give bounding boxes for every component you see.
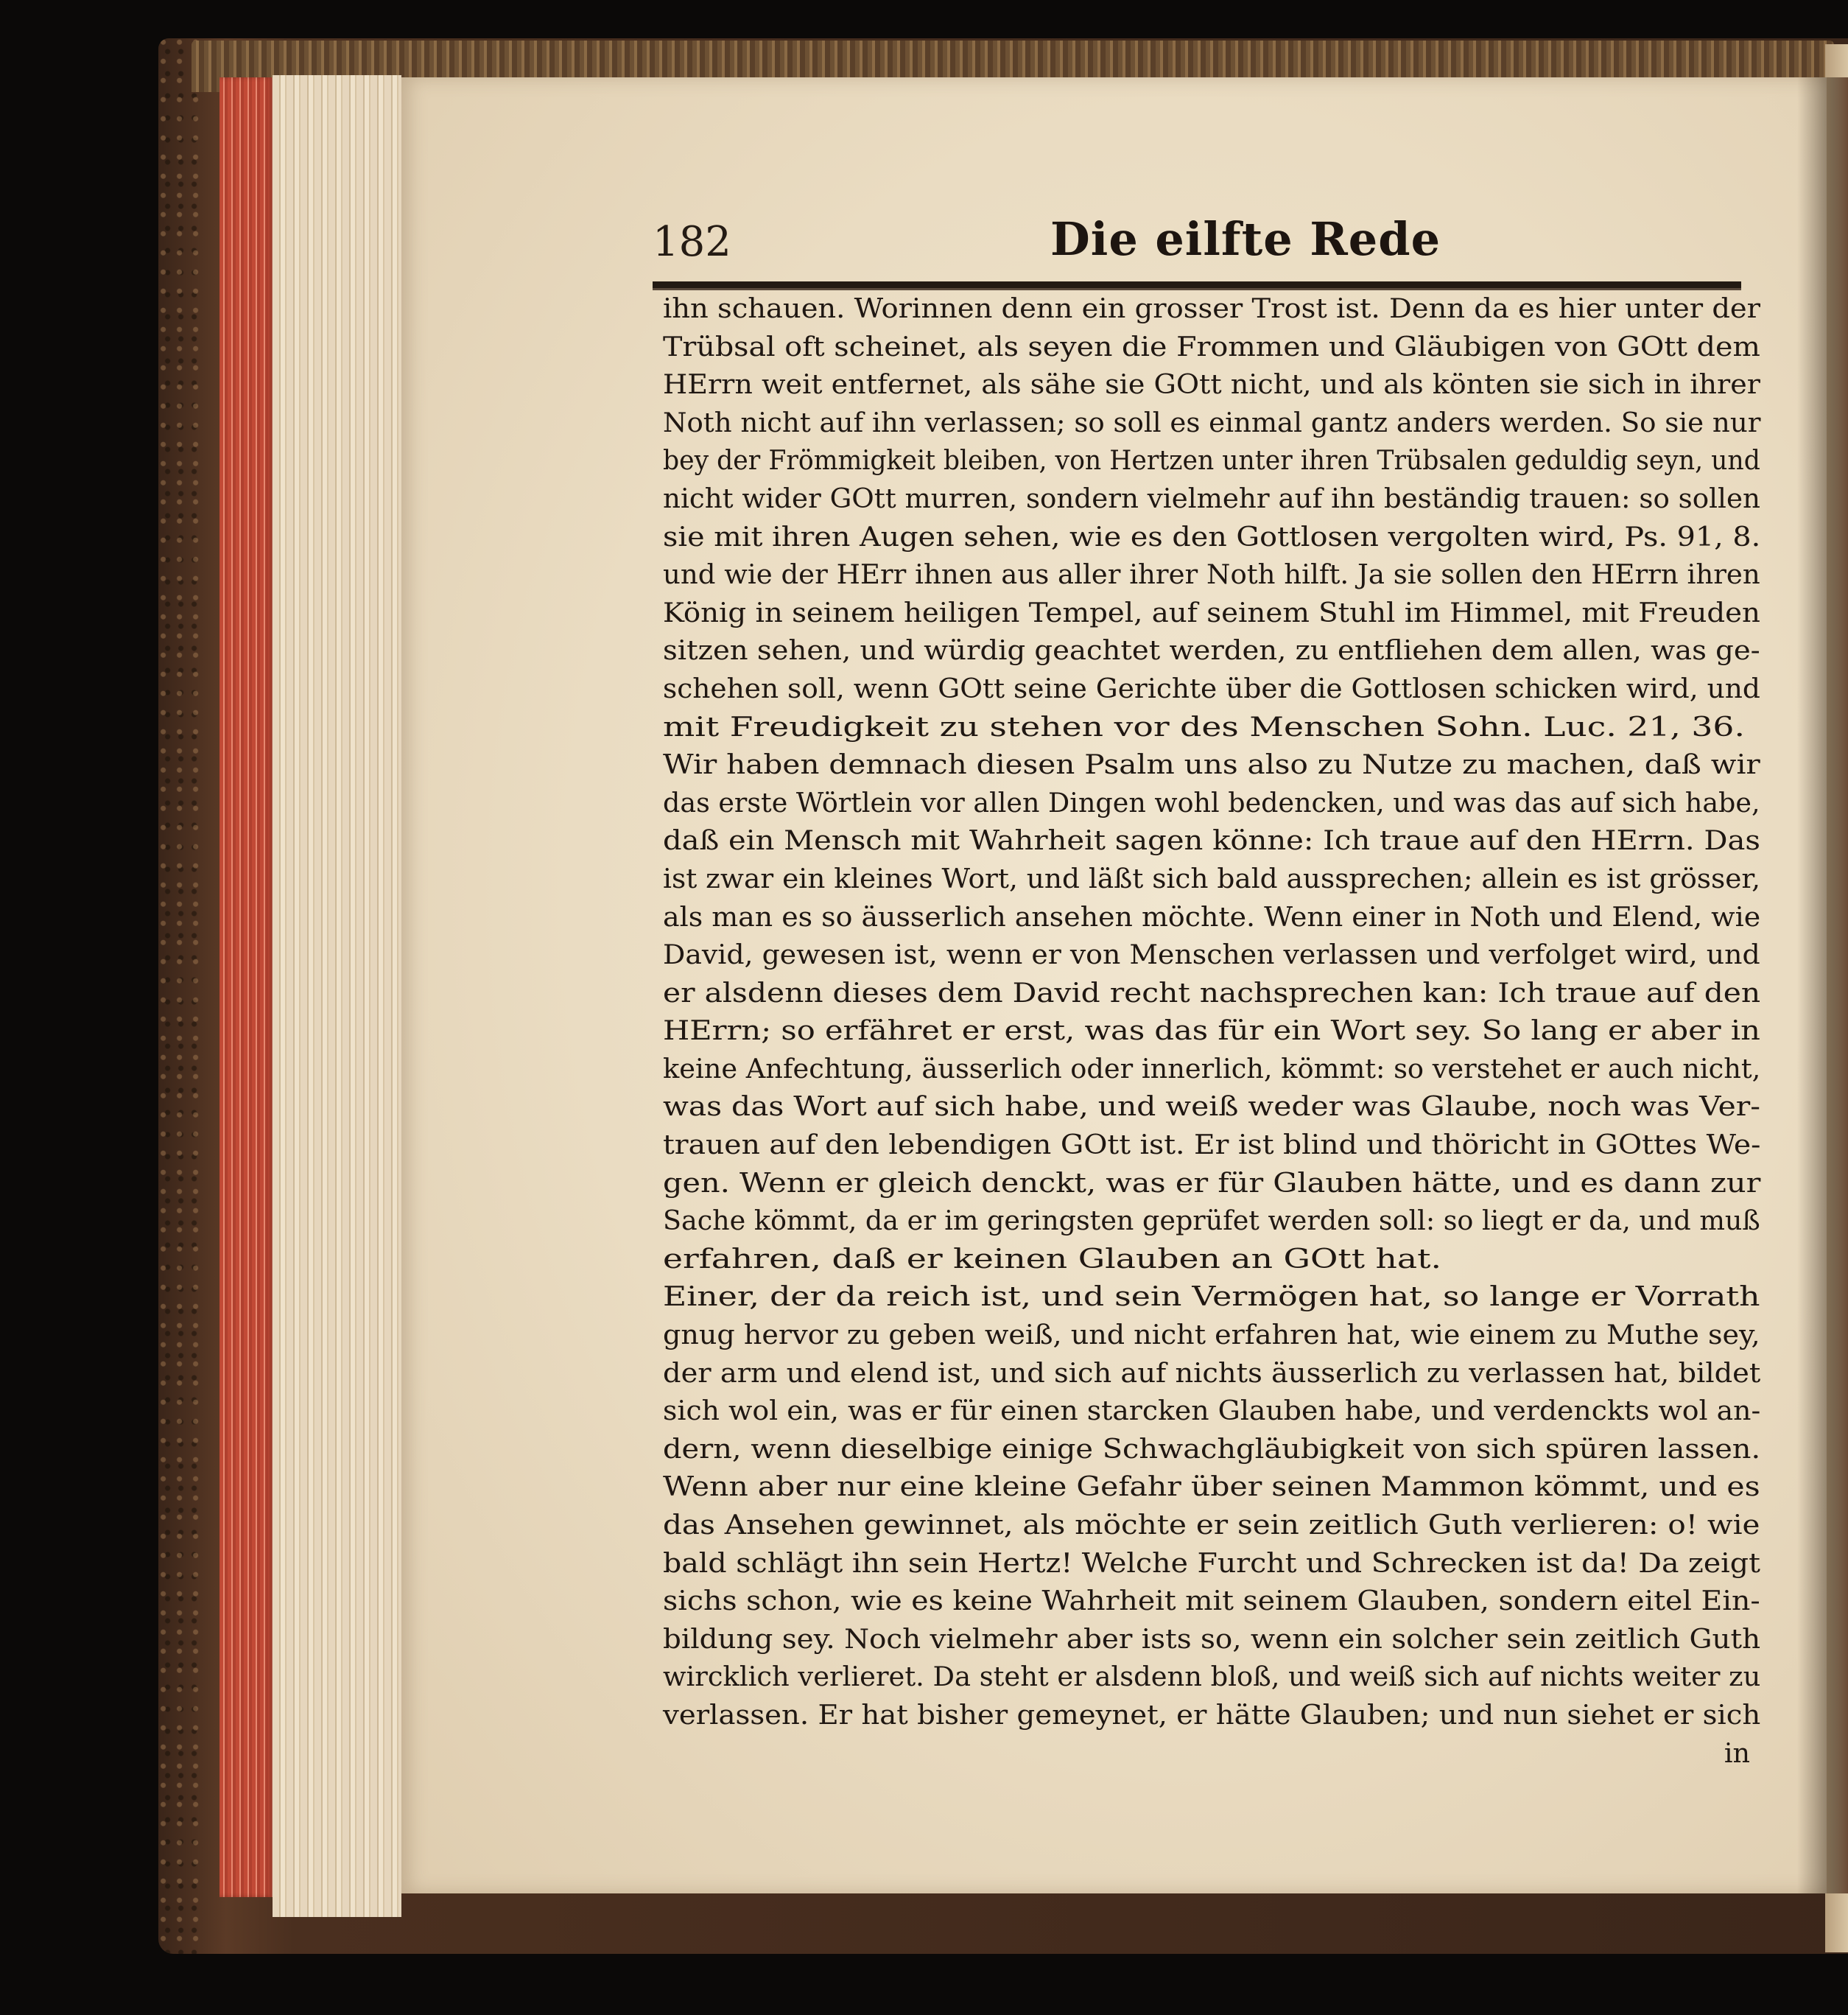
text-line: Noth nicht auf ihn verlassen; so soll es einmal gantz anders werden. So sie nur [663, 406, 1761, 438]
catchword: in [1724, 1737, 1750, 1769]
running-title: Die eilfte Rede [1050, 212, 1441, 266]
text-line: bey der Frömmigkeit bleiben, von Hertzen unter ihren Trübsalen geduldig seyn, und [663, 444, 1760, 477]
text-line: sichs schon, wie es keine Wahrheit mit seinem Glauben, sondern eitel Ein- [663, 1585, 1760, 1617]
paragraph-start: Wir haben demnach diesen Psalm uns also zu Nutze zu machen, daß wir [663, 749, 1760, 781]
text-line: Sache kömmt, da er im geringsten geprüfet werden soll: so liegt er da, und muß [663, 1205, 1760, 1237]
text-line: sitzen sehen, und würdig geachtet werden, zu entfliehen dem allen, was ge- [663, 634, 1760, 667]
text-line: HErrn weit entfernet, als sähe sie GOtt nicht, und als könten sie sich in ihrer [663, 368, 1760, 401]
body-text [663, 290, 1760, 1772]
paragraph-start: Einer, der da reich ist, und sein Vermögen hat, so lange er Vorrath [663, 1280, 1760, 1313]
text-line: daß ein Mensch mit Wahrheit sagen könne: Ich traue auf den HErrn. Das [663, 824, 1760, 857]
text-line: das Ansehen gewinnet, als möchte er sein zeitlich Guth verlieren: o! wie [663, 1509, 1760, 1541]
text-line: Wenn aber nur eine kleine Gefahr über seinen Mammon kömmt, und es [663, 1471, 1760, 1503]
text-line: was das Wort auf sich habe, und weiß weder was Glaube, noch was Ver- [663, 1090, 1761, 1123]
text-line: verlassen. Er hat bisher gemeynet, er hätte Glauben; und nun siehet er sich [663, 1698, 1761, 1731]
text-line: sie mit ihren Augen sehen, wie es den Gottlosen vergolten wird, Ps. 91, 8. [663, 520, 1761, 553]
text-line: gnug hervor zu geben weiß, und nicht erfahren hat, wie einem zu Muthe sey, [663, 1319, 1760, 1351]
text-line: bildung sey. Noch vielmehr aber ists so, wenn ein solcher sein zeitlich Guth [663, 1622, 1761, 1655]
text-line: nicht wider GOtt murren, sondern vielmehr auf ihn beständig trauen: so sollen [663, 482, 1760, 514]
text-line: dern, wenn dieselbige einige Schwachgläubigkeit von sich spüren lassen. [663, 1432, 1761, 1465]
text-line: der arm und elend ist, und sich auf nichts äusserlich zu verlassen hat, bildet [663, 1356, 1761, 1389]
text-line: bald schlägt ihn sein Hertz! Welche Furcht und Schrecken ist da! Da zeigt [663, 1546, 1760, 1579]
text-line: gen. Wenn er gleich denckt, was er für Glauben hätte, und es dann zur [663, 1166, 1761, 1199]
page-header [653, 203, 1741, 284]
text-line: als man es so äusserlich ansehen möchte. Wenn einer in Noth und Elend, wie [663, 900, 1761, 933]
text-line: schehen soll, wenn GOtt seine Gerichte über die Gottlosen schicken wird, und [663, 672, 1760, 704]
text-line: erfahren, daß er keinen Glauben an GOtt hat. [663, 1242, 1441, 1275]
page-number: 182 [653, 218, 731, 266]
text-line: mit Freudigkeit zu stehen vor des Menschen Sohn. Luc. 21, 36. [663, 710, 1745, 743]
red-page-edges [219, 77, 273, 1897]
text-line: trauen auf den lebendigen GOtt ist. Er ist blind und thöricht in GOttes We- [663, 1129, 1761, 1161]
text-line: ist zwar ein kleines Wort, und läßt sich bald aussprechen; allein es ist grösser, [663, 862, 1761, 894]
text-line: keine Anfechtung, äusserlich oder innerlich, kömmt: so verstehet er auch nicht, [663, 1052, 1761, 1084]
text-line: David, gewesen ist, wenn er von Menschen verlassen und verfolget wird, und [663, 939, 1760, 971]
text-line: Trübsal oft scheinet, als seyen die Frommen und Gläubigen von GOtt dem [663, 330, 1760, 362]
text-line: wircklich verlieret. Da steht er alsdenn bloß, und weiß sich auf nichts weiter zu [663, 1661, 1761, 1693]
text-line: ihn schauen. Worinnen denn ein grosser Trost ist. Denn da es hier unter der [663, 292, 1761, 324]
text-line: sich wol ein, was er für einen starcken Glauben habe, und verdenckts wol an- [663, 1395, 1761, 1427]
text-line: er alsdenn dieses dem David recht nachsprechen kan: Ich traue auf den [663, 976, 1761, 1009]
cover-marbling [158, 38, 203, 1954]
text-line: HErrn; so erfähret er erst, was das für ein Wort sey. So lang er aber in [663, 1014, 1760, 1047]
page-stack [273, 75, 401, 1917]
text-line: König in seinem heiligen Tempel, auf seinem Stuhl im Himmel, mit Freuden [663, 596, 1760, 628]
text-line: und wie der HErr ihnen aus aller ihrer Noth hilft. Ja sie sollen den HErrn ihren [663, 558, 1760, 591]
text-line: das erste Wörtlein vor allen Dingen wohl bedencken, und was das auf sich habe, [663, 786, 1760, 819]
